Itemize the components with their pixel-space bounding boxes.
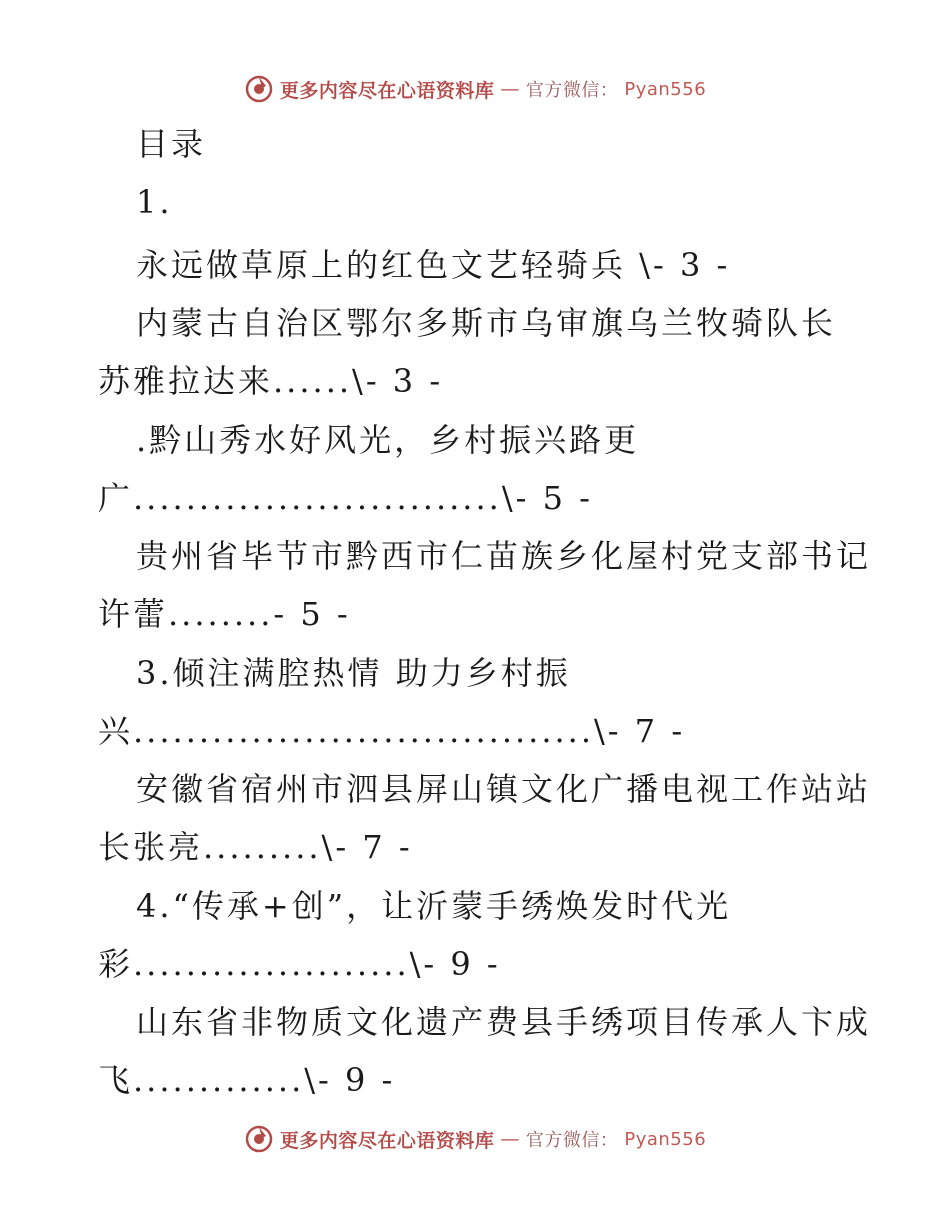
header-watermark	[0, 74, 950, 104]
toc-line: 飞.............\- 9 -	[98, 1061, 396, 1099]
toc-line: 山东省非物质文化遗产费县手绣项目传承人卞成	[136, 1003, 872, 1041]
toc-title: 目录	[136, 125, 207, 163]
watermark-text: 更多内容尽在心语资料库	[279, 1129, 495, 1152]
toc-line: 兴...................................\- 7 -	[98, 712, 686, 750]
toc-line: 广............................\- 5 -	[98, 479, 593, 517]
footer-watermark	[0, 1124, 950, 1154]
toc-line: .黔山秀水好风光，乡村振兴路更	[136, 421, 640, 459]
toc-line: 彩.....................\- 9 -	[98, 945, 501, 983]
toc-line: 1.	[136, 183, 173, 221]
toc-line: 3.倾注满腔热情 助力乡村振	[136, 654, 571, 692]
watermark-sub: 官方微信：	[525, 1130, 619, 1151]
toc-line: 内蒙古自治区鄂尔多斯市乌审旗乌兰牧骑队长	[136, 304, 837, 342]
toc-line: 永远做草原上的红色文艺轻骑兵 \- 3 -	[136, 246, 731, 284]
watermark-separator: —	[500, 1128, 520, 1150]
watermark-sub: 官方微信：	[525, 80, 619, 101]
brand-logo-icon	[244, 1124, 274, 1154]
toc-line: 4.“传承+创”，让沂蒙手绣焕发时代光	[136, 887, 732, 925]
toc-line: 安徽省宿州市泗县屏山镇文化广播电视工作站站	[136, 770, 872, 808]
toc-line: 苏雅拉达来......\- 3 -	[98, 362, 444, 400]
watermark-id: Pyan556	[624, 1128, 707, 1150]
toc-line: 长张亮.........\- 7 -	[98, 828, 413, 866]
watermark-text: 更多内容尽在心语资料库	[279, 79, 495, 102]
brand-logo-icon	[244, 74, 274, 104]
toc-line: 贵州省毕节市黔西市仁苗族乡化屋村党支部书记	[136, 537, 872, 575]
toc-line: 许蕾........- 5 -	[98, 595, 351, 633]
watermark-id: Pyan556	[624, 78, 707, 100]
watermark-separator: —	[500, 78, 520, 100]
